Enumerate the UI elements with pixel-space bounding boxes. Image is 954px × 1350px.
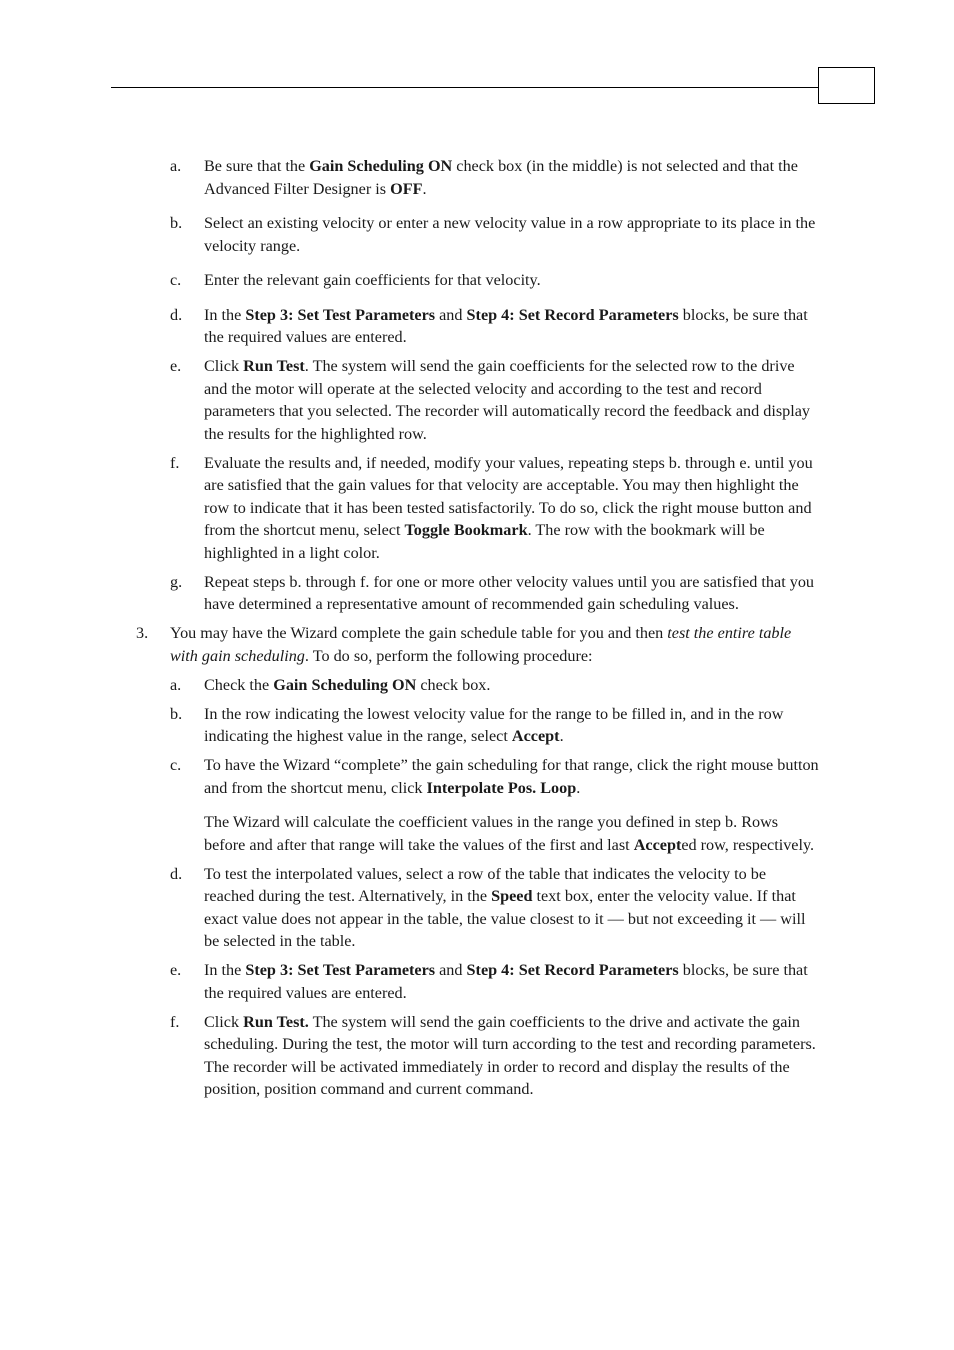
text-run: blocks, be sure that the required values are entered. (204, 305, 808, 346)
ui-term-speed: Speed (491, 887, 533, 905)
text-run: In the (204, 305, 246, 324)
text-run: The system will send the gain coefficients to the drive and activate the gain scheduling. During the test, the motor will turn according to the test and recording parameters. The recorder will be activated immediately in order to record and display the results of the position, position command and current command. (204, 1012, 816, 1098)
step-2b (0, 212, 820, 257)
text-run: and (435, 961, 467, 979)
step-3b (0, 703, 820, 748)
text-run: text box, enter the velocity value. If that exact value does not appear in the table, the value closest to it — but not exceeding it — will be selected in the table. (204, 887, 806, 950)
ui-term-step-4: Step 4: Set Record Parameters (466, 961, 679, 979)
text-run: . The row with the bookmark will be highlighted in a light color. (204, 521, 765, 562)
item-marker: a. (170, 157, 182, 175)
text-run: check box (in the middle) is not selected and that the Advanced Filter Designer is (204, 157, 798, 198)
text-run: To have the Wizard “complete” the gain scheduling for that range, click the right mouse button and from the shortcut menu, click (204, 756, 819, 797)
text-run: Click (204, 1012, 244, 1031)
item-marker: 3. (136, 624, 149, 642)
ui-term-step-3: Step 3: Set Test Parameters (245, 305, 436, 324)
item-marker: c. (170, 271, 182, 289)
text-run: blocks, be sure that the required values are entered. (204, 961, 808, 1002)
ui-term-accept: Accept (633, 835, 682, 854)
step-3f (0, 1011, 820, 1101)
step-2a (0, 155, 820, 200)
step-2g (0, 571, 820, 616)
ui-term-interpolate-pos-loop: Interpolate Pos. Loop (426, 778, 577, 797)
item-marker: d. (170, 305, 183, 324)
text-run: Be sure that the (204, 157, 310, 175)
text-run: Enter the relevant gain coefficients for that velocity. (204, 271, 541, 289)
step-2d (0, 304, 820, 349)
emphasis-text: test the entire table with gain scheduling (170, 624, 792, 665)
ui-term-toggle-bookmark: Toggle Bookmark (404, 521, 528, 539)
step-3c (0, 754, 820, 799)
text-run: . To do so, perform the following procedure: (304, 646, 593, 665)
text-run: . The system will send the gain coefficients for the selected row to the drive and the motor will operate at the selected velocity and according to the test and record parameters that you selected. The recorder will automatically record the feedback and display the results for the highlighted row. (204, 357, 811, 443)
step-3e (0, 959, 820, 1004)
ui-term-gain-scheduling-on: Gain Scheduling ON (309, 157, 453, 175)
header-rule (111, 87, 818, 88)
text-run: Evaluate the results and, if needed, modify your values, repeating steps b. through e. until you are satisfied that the gain values for that velocity are acceptable. You may then highlight the row to indicate that it has been tested satisfactorily. To do so, click the right mouse button and from the shortcut menu, select (204, 453, 813, 539)
step-2c (0, 269, 820, 292)
item-marker: d. (170, 864, 183, 883)
page-number-box (818, 67, 875, 104)
item-marker: e. (170, 357, 182, 375)
step-3c-note (0, 811, 820, 856)
item-marker: g. (170, 572, 183, 591)
text-run: . (559, 727, 564, 745)
ui-term-step-3: Step 3: Set Test Parameters (245, 961, 436, 979)
ui-term-off: OFF (390, 179, 423, 198)
step-2f (0, 452, 820, 565)
document-body (0, 155, 954, 1107)
ui-term-step-4: Step 4: Set Record Parameters (466, 305, 679, 324)
item-marker: b. (170, 704, 183, 723)
step-2e (0, 355, 820, 445)
item-marker: e. (170, 961, 182, 979)
text-run: You may have the Wizard complete the gain schedule table for you and then (170, 624, 668, 642)
step-3 (0, 622, 820, 667)
text-run: ed row, respectively. (681, 835, 815, 854)
text-run: . (576, 778, 581, 797)
item-marker: b. (170, 214, 183, 232)
text-run: Select an existing velocity or enter a new velocity value in a row appropriate to its place in the velocity range. (204, 214, 816, 255)
text-run: check box. (416, 675, 491, 694)
ui-term-accept: Accept (511, 727, 560, 745)
item-marker: f. (170, 1012, 180, 1031)
text-run: Click (204, 357, 244, 375)
item-marker: a. (170, 675, 182, 694)
text-run: and (435, 305, 467, 324)
step-3a (0, 674, 820, 697)
item-marker: f. (170, 453, 180, 472)
ui-term-run-test: Run Test. (243, 1012, 309, 1031)
text-run: The Wizard will calculate the coefficient values in the range you defined in step b. Rows before and after that range will take the values of the first and last (204, 813, 779, 854)
ui-term-run-test: Run Test (243, 357, 305, 375)
text-run: Check the (204, 675, 274, 694)
text-run: Repeat steps b. through f. for one or more other velocity values until you are satisfied that you have determined a representative amount of recommended gain scheduling values. (204, 572, 815, 613)
text-run: In the row indicating the lowest velocity value for the range to be filled in, and in the row indicating the highest value in the range, select (204, 704, 784, 745)
step-3d (0, 863, 820, 953)
text-run: To test the interpolated values, select a row of the table that indicates the velocity to be reached during the test. Alternatively, in the (204, 864, 767, 905)
text-run: In the (204, 961, 246, 979)
text-run: . (422, 179, 427, 198)
item-marker: c. (170, 756, 182, 774)
ui-term-gain-scheduling-on: Gain Scheduling ON (273, 675, 417, 694)
